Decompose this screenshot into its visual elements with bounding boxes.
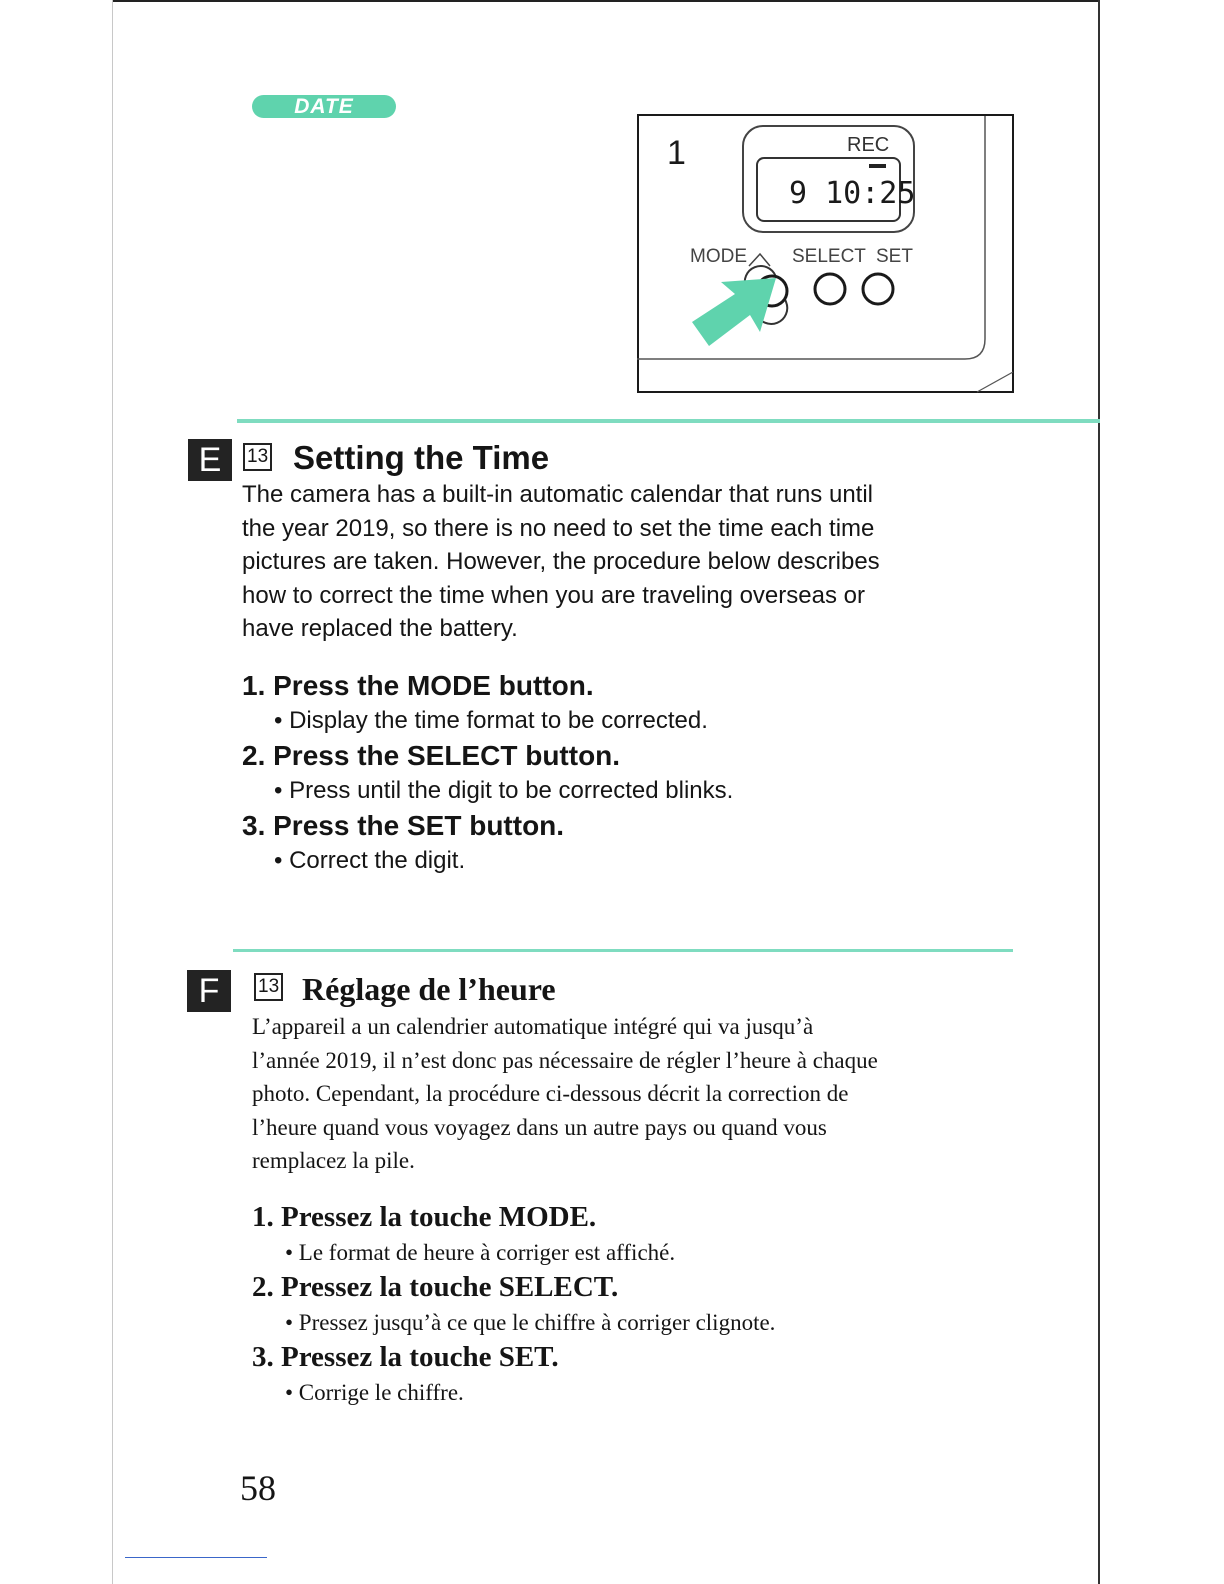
- page-right-edge: [1098, 0, 1100, 1584]
- section-divider-top: [237, 419, 1100, 423]
- french-language-badge: F: [187, 970, 231, 1012]
- section-divider-middle: [233, 949, 1013, 952]
- french-step-heading: 1. Pressez la touche MODE.: [252, 1201, 597, 1233]
- french-step-heading: 3. Pressez la touche SET.: [252, 1341, 559, 1373]
- english-step-heading: 1. Press the MODE button.: [242, 670, 594, 701]
- set-label: SET: [876, 246, 913, 267]
- label-leader-line: [749, 254, 770, 266]
- french-step-note: • Le format de heure à corriger est affiché.: [285, 1240, 676, 1265]
- mode-label: MODE: [690, 246, 747, 267]
- date-section-badge: [252, 95, 396, 118]
- english-steps-list: [242, 669, 1002, 879]
- press-arrow-icon: [692, 278, 776, 346]
- french-step: [252, 1270, 1012, 1340]
- french-intro-line: l’année 2019, il n’est donc pas nécessaire de régler l’heure à chaque: [252, 1047, 878, 1073]
- french-intro-line: L’appareil a un calendrier automatique intégré qui va jusqu’à: [252, 1014, 814, 1039]
- french-section-title: Réglage de l’heure: [302, 971, 556, 1007]
- french-steps-list: [252, 1200, 1012, 1410]
- page-number: 58: [240, 1468, 276, 1508]
- english-step: [242, 739, 1002, 809]
- english-intro-line: The camera has a built-in automatic calendar that runs until: [242, 481, 873, 508]
- english-intro-line: the year 2019, so there is no need to set the time each time: [242, 514, 875, 542]
- scan-underline-mark: [125, 1557, 267, 1558]
- english-intro-paragraph: [242, 478, 1002, 646]
- english-intro-line: pictures are taken. However, the procedure below describes: [242, 548, 880, 575]
- camera-mode-button-illustration: [637, 114, 1014, 394]
- camera-body-outline: [637, 116, 985, 359]
- set-button: [863, 274, 893, 304]
- french-step: [252, 1200, 1012, 1270]
- french-intro-paragraph: [252, 1010, 1022, 1178]
- french-step: [252, 1340, 1012, 1410]
- page-top-edge: [112, 0, 1100, 2]
- english-step-note: • Press until the digit to be corrected blinks.: [274, 777, 734, 804]
- select-button: [815, 274, 845, 304]
- english-step-heading: 3. Press the SET button.: [242, 810, 565, 841]
- english-step: [242, 669, 1002, 739]
- french-step-note: • Pressez jusqu’à ce que le chiffre à corriger clignote.: [285, 1310, 776, 1335]
- english-step-heading: 2. Press the SELECT button.: [242, 740, 621, 771]
- english-chapter-number: 13: [243, 443, 272, 471]
- english-intro-line: how to correct the time when you are traveling overseas or: [242, 581, 865, 609]
- french-chapter-number: 13: [254, 973, 283, 1001]
- english-intro-line: have replaced the battery.: [242, 615, 518, 642]
- french-intro-line: remplacez la pile.: [252, 1148, 415, 1173]
- date-badge-label: DATE: [294, 95, 354, 118]
- english-step-note: • Display the time format to be corrected.: [274, 707, 708, 734]
- french-step-heading: 2. Pressez la touche SELECT.: [252, 1271, 619, 1303]
- english-language-badge: E: [188, 439, 232, 481]
- english-step: [242, 809, 1002, 879]
- french-intro-line: photo. Cependant, la procédure ci-dessous décrit la correction de: [252, 1081, 849, 1106]
- select-label: SELECT: [792, 246, 866, 267]
- lcd-readout: 9 10:25: [789, 176, 916, 211]
- page-left-edge: [112, 0, 113, 1584]
- rec-label: REC: [847, 134, 890, 156]
- english-step-note: • Correct the digit.: [274, 847, 466, 874]
- lcd-blink-indicator: [869, 164, 886, 168]
- french-step-note: • Corrige le chiffre.: [285, 1380, 464, 1405]
- french-intro-line: l’heure quand vous voyagez dans un autre pays ou quand vous: [252, 1114, 827, 1140]
- step-number: 1: [667, 134, 686, 172]
- camera-corner-line: [977, 372, 1013, 392]
- english-section-title: Setting the Time: [293, 439, 550, 476]
